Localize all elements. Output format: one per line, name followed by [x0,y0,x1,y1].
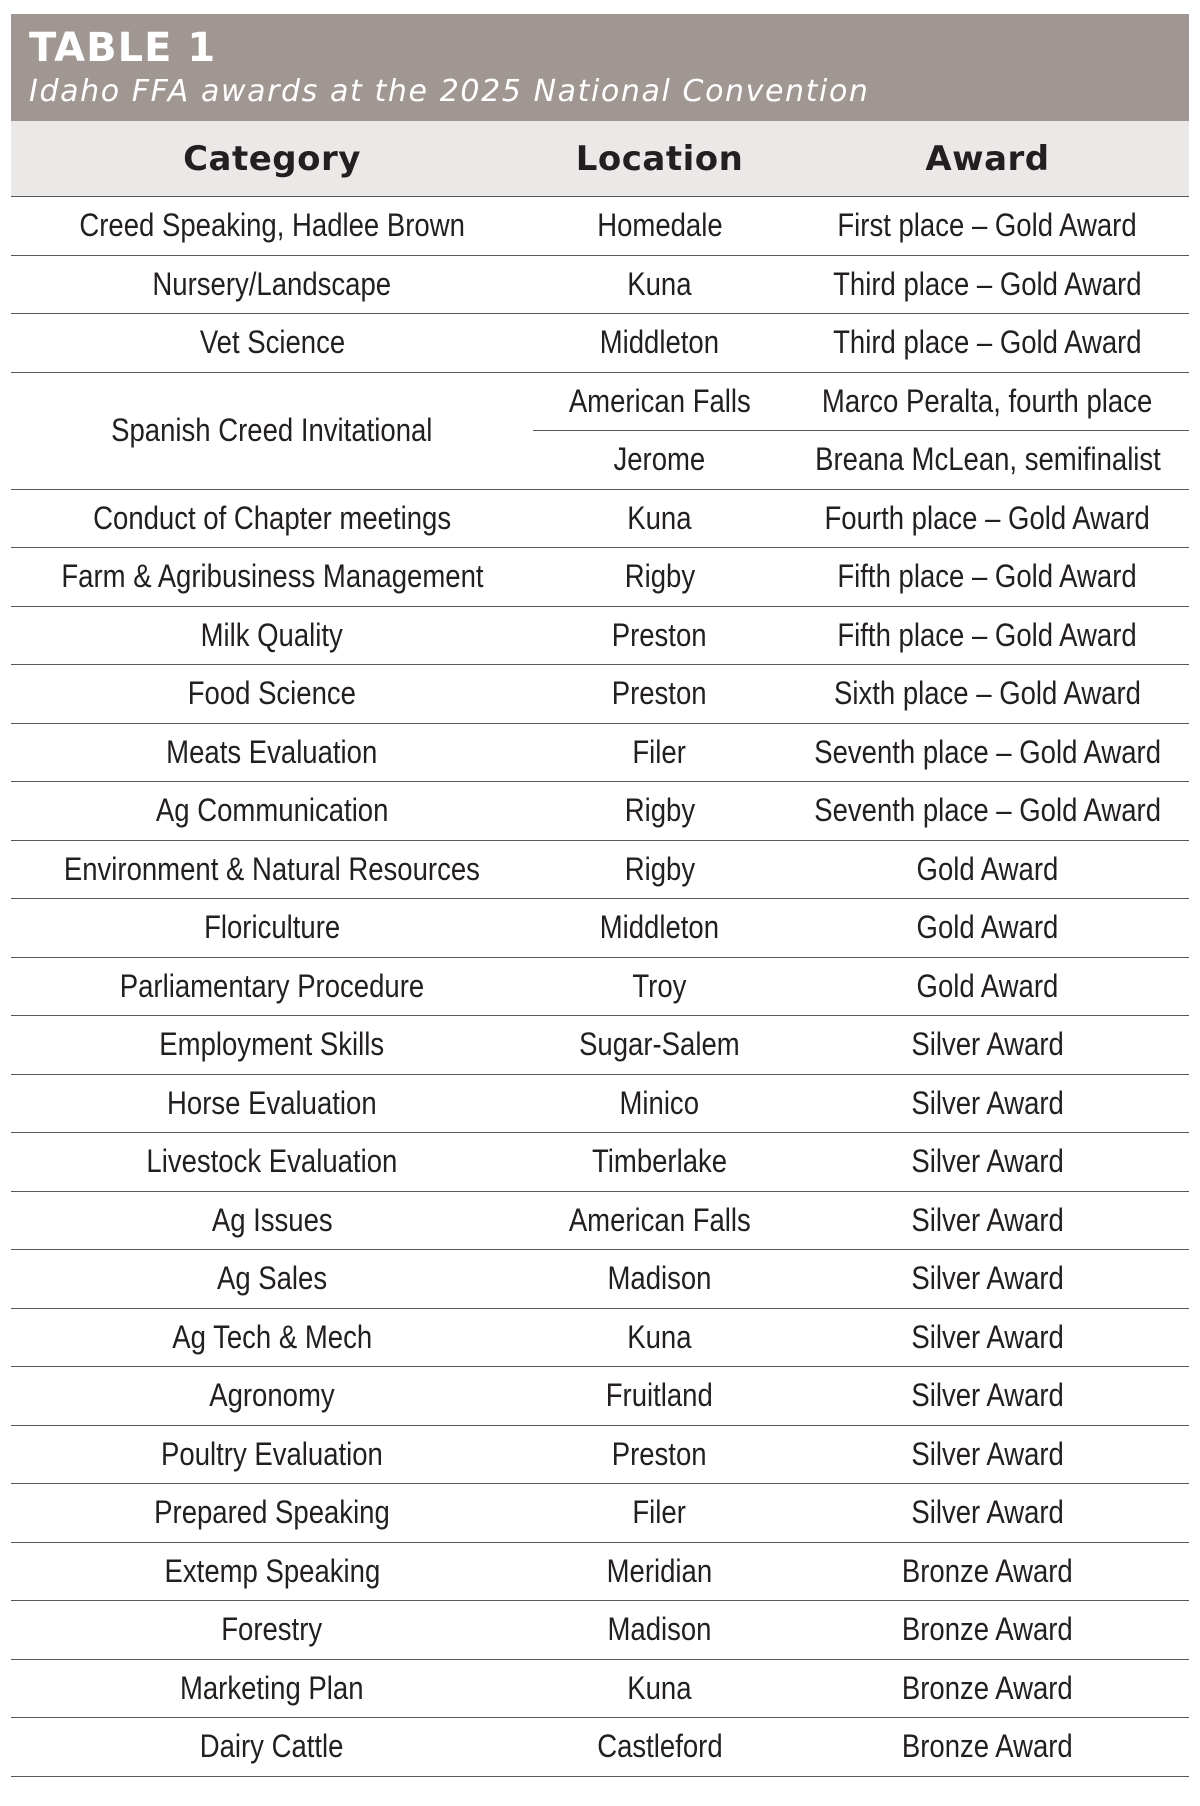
award-cell [786,197,1189,256]
category-cell [11,1542,533,1601]
category-cell [11,723,533,782]
award-cell-text: Gold Award [916,909,1059,946]
category-cell-text: Vet Science [199,324,345,361]
table-row [11,1250,1189,1309]
location-cell [533,489,786,548]
category-cell [11,665,533,724]
location-cell-text: Filer [632,733,687,770]
location-cell [533,1484,786,1543]
category-cell-text: Dairy Cattle [200,1728,344,1765]
location-cell-text: Kuna [627,1318,692,1355]
category-cell-text: Floriculture [203,909,341,946]
category-cell-text: Nursery/Landscape [152,265,392,302]
category-cell [11,1308,533,1367]
header-row [11,121,1189,197]
category-cell-text: Farm & Agribusiness Management [60,558,484,595]
award-cell-text: Silver Award [911,1318,1064,1355]
table-row [11,782,1189,841]
category-cell-text: Poultry Evaluation [161,1435,383,1472]
location-cell-text: Filer [632,1494,687,1531]
category-cell [11,1718,533,1777]
category-cell [11,957,533,1016]
category-cell-text: Employment Skills [159,1026,385,1063]
category-cell [11,1250,533,1309]
award-cell-text: Silver Award [911,1201,1064,1238]
award-cell [786,314,1189,373]
table-row [11,957,1189,1016]
header-category: Category [11,121,533,197]
table-row [11,1718,1189,1777]
award-cell [786,1542,1189,1601]
award-cell [786,606,1189,665]
category-cell-text: Ag Tech & Mech [172,1318,372,1355]
award-cell [786,1308,1189,1367]
award-cell-text: Silver Award [911,1260,1064,1297]
category-cell [11,1425,533,1484]
category-cell [11,840,533,899]
location-cell-text: Preston [612,675,707,712]
location-cell [533,782,786,841]
award-cell-text: Bronze Award [902,1611,1073,1648]
table-row [11,1133,1189,1192]
category-cell [11,782,533,841]
award-cell [786,1601,1189,1660]
table-row [11,1659,1189,1718]
category-cell-text: Environment & Natural Resources [63,850,481,887]
table-row [11,1601,1189,1660]
location-cell-text: Troy [632,967,687,1004]
category-cell-text: Milk Quality [200,616,344,653]
award-cell [786,489,1189,548]
award-cell-text: Bronze Award [902,1669,1073,1706]
header-location: Location [533,121,786,197]
award-cell [786,1425,1189,1484]
category-cell-text: Creed Speaking, Hadlee Brown [79,207,465,244]
award-cell-text: Bronze Award [902,1552,1073,1589]
location-cell [533,606,786,665]
table-row [11,489,1189,548]
location-cell [533,255,786,314]
category-cell [11,899,533,958]
category-cell [11,314,533,373]
award-cell [786,372,1189,431]
category-cell [11,197,533,256]
award-cell-text: Seventh place – Gold Award [814,733,1162,770]
location-cell [533,1250,786,1309]
award-cell [786,1191,1189,1250]
award-cell [786,1074,1189,1133]
location-cell-text: Fruitland [605,1377,714,1414]
award-cell [786,1484,1189,1543]
award-cell-text: Fifth place – Gold Award [837,558,1138,595]
location-cell-text: Madison [607,1260,712,1297]
award-cell-text: Silver Award [911,1084,1064,1121]
location-cell-text: Rigby [624,792,695,829]
location-cell [533,197,786,256]
location-cell [533,1074,786,1133]
location-cell-text: Minico [619,1084,700,1121]
table-row [11,1016,1189,1075]
location-cell [533,314,786,373]
award-cell-text: Silver Award [911,1435,1064,1472]
category-cell-text: Extemp Speaking [164,1552,380,1589]
table-row [11,1191,1189,1250]
award-cell-text: Fifth place – Gold Award [837,616,1138,653]
award-cell [786,665,1189,724]
award-cell-text: Gold Award [916,967,1059,1004]
award-cell-text: Seventh place – Gold Award [814,792,1162,829]
award-cell-text: Silver Award [911,1026,1064,1063]
award-cell-text: Third place – Gold Award [833,265,1142,302]
table-header [11,121,1189,197]
category-cell-text: Spanish Creed Invitational [111,412,433,448]
location-cell [533,1308,786,1367]
location-cell [533,1016,786,1075]
location-cell-text: Madison [607,1611,712,1648]
award-cell [786,782,1189,841]
award-cell-text: Third place – Gold Award [833,324,1142,361]
table-row [11,197,1189,256]
location-cell [533,723,786,782]
location-cell [533,1425,786,1484]
table-row [11,723,1189,782]
award-cell-text: Fourth place – Gold Award [824,499,1151,536]
award-cell-text: Silver Award [911,1377,1064,1414]
table-row [11,372,1189,431]
award-cell-text: Gold Award [916,850,1059,887]
category-cell-text: Ag Issues [211,1201,333,1238]
location-cell-text: Timberlake [591,1143,728,1180]
award-cell [786,957,1189,1016]
location-cell-text: American Falls [568,1201,751,1238]
category-cell-text: Livestock Evaluation [146,1143,398,1180]
award-cell-text: Bronze Award [902,1728,1073,1765]
location-cell-text: Kuna [627,499,692,536]
location-cell [533,1133,786,1192]
location-cell-text: Meridian [606,1552,713,1589]
table-row [11,548,1189,607]
category-cell [11,1016,533,1075]
category-cell-text: Conduct of Chapter meetings [93,499,451,536]
category-cell-text: Prepared Speaking [154,1494,390,1531]
category-cell [11,1367,533,1426]
table-row [11,840,1189,899]
category-cell-text: Horse Evaluation [167,1084,377,1121]
table-row [11,314,1189,373]
category-cell [11,548,533,607]
award-cell [786,548,1189,607]
location-cell-text: American Falls [568,382,751,419]
location-cell-text: Castleford [596,1728,723,1765]
award-cell [786,723,1189,782]
category-cell-text: Forestry [221,1611,323,1648]
table-row [11,1367,1189,1426]
table-row [11,255,1189,314]
location-cell [533,1542,786,1601]
table-row [11,899,1189,958]
table-row [11,1425,1189,1484]
category-cell [11,489,533,548]
category-cell-text: Parliamentary Procedure [119,967,425,1004]
table-row [11,1484,1189,1543]
category-cell [11,1133,533,1192]
category-cell-text: Marketing Plan [180,1669,364,1706]
location-cell [533,1659,786,1718]
category-cell-text: Agronomy [209,1377,335,1414]
category-cell [11,372,533,489]
table-caption: Idaho FFA awards at the 2025 National Convention [29,74,870,109]
location-cell-text: Rigby [624,558,695,595]
location-cell [533,1191,786,1250]
table-row [11,665,1189,724]
category-cell [11,255,533,314]
location-cell [533,548,786,607]
location-cell [533,1601,786,1660]
location-cell-text: Preston [612,616,707,653]
category-cell-text: Ag Sales [216,1260,328,1297]
award-cell [786,899,1189,958]
category-cell [11,606,533,665]
location-cell [533,431,786,490]
award-cell-text: Silver Award [911,1494,1064,1531]
category-cell [11,1191,533,1250]
award-cell [786,1250,1189,1309]
location-cell-text: Preston [612,1435,707,1472]
category-cell-text: Meats Evaluation [166,733,378,770]
award-cell-text: First place – Gold Award [837,207,1138,244]
table-row [11,606,1189,665]
table-body [11,197,1189,1777]
award-cell [786,840,1189,899]
table-row [11,1542,1189,1601]
award-cell [786,1659,1189,1718]
awards-table-figure [11,14,1189,1777]
location-cell-text: Sugar-Salem [579,1026,740,1063]
location-cell-text: Kuna [627,265,692,302]
location-cell [533,1718,786,1777]
location-cell-text: Middleton [599,324,720,361]
location-cell-text: Homedale [596,207,723,244]
award-cell [786,431,1189,490]
table-row [11,1308,1189,1367]
award-cell-text: Marco Peralta, fourth place [822,382,1153,419]
location-cell [533,1367,786,1426]
award-cell-text: Sixth place – Gold Award [834,675,1141,712]
category-cell-text: Ag Communication [155,792,389,829]
location-cell [533,957,786,1016]
award-cell [786,1367,1189,1426]
award-cell [786,1718,1189,1777]
award-cell [786,1016,1189,1075]
award-cell-text: Breana McLean, semifinalist [814,441,1161,478]
category-cell [11,1659,533,1718]
award-cell [786,255,1189,314]
location-cell-text: Middleton [599,909,720,946]
location-cell-text: Kuna [627,1669,692,1706]
location-cell-text: Rigby [624,850,695,887]
award-cell [786,1133,1189,1192]
location-cell [533,665,786,724]
category-cell-text: Food Science [187,675,357,712]
location-cell [533,899,786,958]
table-banner [11,14,1189,121]
award-cell-text: Silver Award [911,1143,1064,1180]
category-cell [11,1484,533,1543]
location-cell [533,372,786,431]
category-cell [11,1601,533,1660]
category-cell [11,1074,533,1133]
location-cell [533,840,786,899]
table-label: TABLE 1 [29,25,217,71]
table-row [11,1074,1189,1133]
awards-table [11,121,1189,1777]
location-cell-text: Jerome [613,441,706,478]
header-award: Award [786,121,1189,197]
